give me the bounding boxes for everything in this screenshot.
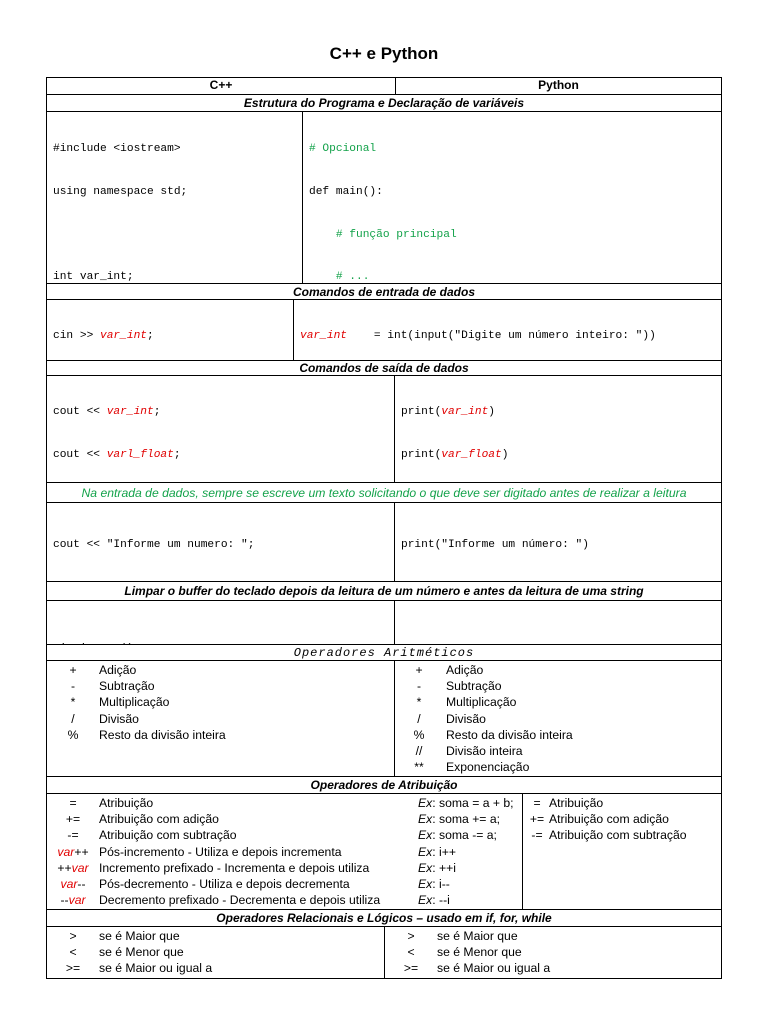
operator-symbol: += — [529, 812, 545, 827]
operator-example — [418, 892, 516, 908]
operator-item — [401, 662, 715, 678]
operator-var: var — [60, 876, 78, 891]
operator-description: Divisão inteira — [446, 743, 523, 758]
operator-description: Multiplicação — [446, 695, 517, 710]
section-header-entrada — [47, 284, 721, 300]
column-header-row — [47, 78, 721, 95]
code-line: print("Informe um número: ") — [401, 539, 589, 552]
atribuicao-row — [47, 794, 721, 910]
operator-description: Resto da divisão inteira — [446, 727, 573, 742]
code-line — [300, 329, 715, 343]
operator-description: Subtração — [446, 679, 502, 694]
buffer-row — [47, 601, 721, 645]
operator-symbol: - — [416, 679, 422, 694]
operator-description: Subtração — [99, 679, 155, 694]
operator-symbol: -= — [67, 828, 79, 843]
operator-text: ++ — [74, 844, 89, 859]
code-line: cout << "Informe um numero: "; — [53, 539, 255, 552]
code-text: = int(input("Digite um número inteiro: ")) — [367, 330, 656, 343]
operator-symbol — [53, 844, 93, 860]
column-header-cpp: C++ — [47, 78, 396, 94]
code-line — [53, 448, 388, 462]
operator-symbol: / — [71, 711, 75, 726]
operator-description: Multiplicação — [99, 695, 170, 710]
estrutura-python-code — [303, 112, 721, 283]
section-header-atribuicao — [47, 777, 721, 794]
operator-symbol: % — [413, 727, 425, 742]
operator-symbol: * — [416, 695, 422, 710]
aritmeticos-cpp-list — [47, 661, 395, 776]
operator-item — [53, 811, 516, 827]
relacionais-row — [47, 927, 721, 978]
operator-example — [418, 795, 516, 811]
operator-item — [527, 795, 715, 811]
operator-item — [53, 795, 516, 811]
operator-symbol: * — [70, 695, 76, 710]
comparison-table — [46, 77, 722, 979]
code-text: ; — [153, 406, 161, 419]
estrutura-row — [47, 112, 721, 284]
atribuicao-python-list — [523, 794, 721, 909]
code-line — [401, 405, 715, 419]
code-text: cin >> — [53, 330, 100, 343]
operator-description: Resto da divisão inteira — [99, 727, 226, 742]
aritmeticos-row — [47, 661, 721, 777]
estrutura-cpp-code — [47, 112, 303, 283]
code-line — [53, 228, 296, 242]
example-text: : i-- — [432, 876, 450, 891]
operator-symbol: / — [417, 711, 421, 726]
operator-description: se é Maior ou igual a — [99, 961, 213, 976]
code-line: def main(): — [309, 186, 383, 198]
section-title: Operadores Relacionais e Lógicos – usado em if, for, while — [216, 911, 552, 925]
example-label: Ex — [418, 844, 433, 859]
operator-var: var — [68, 893, 86, 908]
aritmeticos-python-list — [395, 661, 721, 776]
section-header-relacionais — [47, 910, 721, 927]
operator-item — [53, 960, 378, 976]
buffer-cpp-code — [47, 601, 395, 644]
column-header-python: Python — [538, 78, 579, 92]
operator-symbol: = — [69, 796, 77, 810]
saida-python-code — [395, 376, 721, 482]
operator-var: var — [57, 844, 75, 859]
saida-cpp-code — [47, 376, 395, 482]
operator-description: Atribuição — [99, 796, 154, 810]
entrada-row — [47, 300, 721, 361]
operator-item — [53, 711, 388, 727]
operator-example — [418, 876, 516, 892]
operator-description: Atribuição com adição — [549, 812, 669, 827]
code-text: ) — [488, 406, 496, 419]
code-text: cout << — [53, 449, 107, 461]
operator-symbol — [53, 892, 93, 908]
operator-item — [53, 678, 388, 694]
code-var: var_int — [106, 406, 154, 419]
operator-item — [53, 892, 516, 908]
operator-description: se é Menor que — [437, 945, 522, 960]
operator-var: var — [71, 860, 89, 875]
section-title: Operadores Aritméticos — [293, 645, 475, 660]
atribuicao-cpp-list — [47, 794, 523, 909]
operator-description: Atribuição com adição — [99, 812, 219, 827]
operator-symbol: >= — [403, 961, 419, 976]
code-text: print( — [401, 406, 442, 419]
operator-item — [401, 694, 715, 710]
code-text: ; — [147, 330, 154, 343]
operator-item — [391, 928, 715, 944]
code-text: print( — [401, 449, 442, 461]
operator-item — [401, 678, 715, 694]
code-line: using namespace std; — [53, 186, 188, 198]
operator-description: Pós-incremento - Utiliza e depois incrementa — [99, 844, 342, 859]
operator-item — [53, 827, 516, 843]
operator-symbol: - — [70, 679, 76, 694]
code-line: #include <iostream> — [53, 143, 181, 156]
exemplo-cpp-code — [47, 503, 395, 581]
operator-item — [401, 727, 715, 743]
operator-symbol — [53, 876, 93, 892]
operator-text: ++ — [57, 860, 72, 875]
operator-text: -- — [77, 876, 86, 891]
operator-item — [53, 662, 388, 678]
page-title: C++ e Python — [329, 44, 439, 63]
code-var: var_float — [441, 449, 502, 461]
operator-symbol: ** — [414, 760, 424, 775]
operator-item — [391, 944, 715, 960]
operator-symbol: > — [69, 929, 77, 943]
operator-item — [401, 759, 715, 775]
operator-item — [53, 844, 516, 860]
operator-item — [391, 960, 715, 976]
section-title: Operadores de Atribuição — [310, 778, 458, 792]
operator-symbol: % — [67, 727, 79, 742]
example-label: Ex — [418, 893, 433, 908]
operator-symbol: = — [533, 796, 541, 810]
operator-item — [53, 876, 516, 892]
operator-symbol: > — [407, 929, 415, 943]
operator-item — [401, 711, 715, 727]
section-header-aritmeticos — [47, 645, 721, 661]
relacionais-python-list — [385, 927, 721, 978]
code-line — [53, 329, 287, 343]
section-title: Comandos de entrada de dados — [292, 284, 476, 299]
operator-symbol — [53, 860, 93, 876]
operator-example — [418, 811, 516, 827]
example-text: : ++i — [432, 860, 456, 875]
code-line — [53, 405, 388, 419]
code-var: varl_float — [106, 449, 174, 461]
exemplo-row — [47, 503, 721, 582]
operator-example — [418, 860, 516, 876]
operator-description: se é Maior que — [99, 929, 180, 943]
operator-item — [53, 928, 378, 944]
exemplo-python-code — [395, 503, 721, 581]
operator-example — [418, 827, 516, 843]
entrada-cpp-code — [47, 300, 294, 360]
operator-description: Atribuição — [549, 796, 604, 810]
operator-description: Atribuição com subtração — [99, 828, 237, 843]
operator-item — [53, 727, 388, 743]
example-label: Ex — [418, 812, 433, 827]
operator-item — [53, 944, 378, 960]
operator-example — [418, 844, 516, 860]
entrada-python-code — [294, 300, 721, 360]
operator-text: -- — [60, 893, 69, 908]
code-line: int var_int; — [53, 271, 134, 283]
section-header-saida — [47, 361, 721, 376]
operator-description: Exponenciação — [446, 760, 530, 775]
section-title: Limpar o buffer do teclado depois da leitura de um número e antes da leitura de uma string — [124, 584, 644, 598]
operator-symbol: >= — [65, 961, 81, 976]
section-header-buffer — [47, 582, 721, 601]
code-line — [401, 448, 715, 462]
example-text: : --i — [432, 893, 450, 908]
code-text: ) — [501, 449, 509, 461]
operator-description: se é Menor que — [99, 945, 184, 960]
operator-description: Divisão — [99, 711, 139, 726]
example-text: : soma += a; — [432, 812, 500, 827]
operator-symbol: < — [69, 945, 77, 960]
section-title: Estrutura do Programa e Declaração de variáveis — [243, 96, 525, 110]
relacionais-cpp-list — [47, 927, 385, 978]
operator-symbol: // — [415, 743, 423, 758]
operator-description: Decremento prefixado - Decrementa e depois utiliza — [99, 893, 381, 908]
code-var: var_int — [100, 330, 147, 343]
input-note-row — [47, 483, 721, 503]
operator-symbol: + — [69, 663, 77, 677]
example-label: Ex — [418, 796, 433, 810]
operator-item — [527, 827, 715, 843]
operator-item — [527, 811, 715, 827]
operator-description: Divisão — [446, 711, 486, 726]
example-label: Ex — [418, 860, 433, 875]
code-var: var_int — [300, 330, 368, 343]
operator-symbol: + — [415, 663, 423, 677]
example-label: Ex — [418, 828, 433, 843]
operator-item — [53, 860, 516, 876]
code-line — [53, 642, 388, 644]
operator-description: se é Maior que — [437, 929, 518, 943]
operator-item — [401, 743, 715, 759]
operator-description: Adição — [99, 663, 137, 677]
section-title: Comandos de saída de dados — [299, 361, 469, 375]
input-note: Na entrada de dados, sempre se escreve um texto solicitando o que deve ser digitado antes de realizar a leitura — [81, 485, 687, 500]
saida-row — [47, 376, 721, 483]
buffer-python-empty — [395, 601, 721, 644]
code-text: cout << — [53, 406, 107, 419]
operator-description: Adição — [446, 663, 484, 677]
operator-item — [53, 694, 388, 710]
operator-symbol: -= — [531, 828, 543, 843]
operator-description: Incremento prefixado - Incrementa e depois utiliza — [99, 860, 370, 875]
example-label: Ex — [418, 876, 433, 891]
code-comment: # Opcional — [309, 143, 377, 156]
operator-description: Atribuição com subtração — [549, 828, 687, 843]
section-header-estrutura — [47, 95, 721, 112]
operator-symbol: += — [65, 812, 81, 827]
example-text: : soma -= a; — [432, 828, 497, 843]
code-comment: # ... — [309, 271, 370, 283]
example-text: : soma = a + b; — [432, 796, 514, 810]
operator-description: Pós-decremento - Utiliza e depois decrementa — [99, 876, 350, 891]
operator-symbol: < — [407, 945, 415, 960]
code-comment: # função principal — [309, 228, 457, 241]
operator-description: se é Maior ou igual a — [437, 961, 551, 976]
code-text: ; — [173, 449, 181, 461]
code-var: var_int — [441, 406, 489, 419]
example-text: : i++ — [432, 844, 456, 859]
